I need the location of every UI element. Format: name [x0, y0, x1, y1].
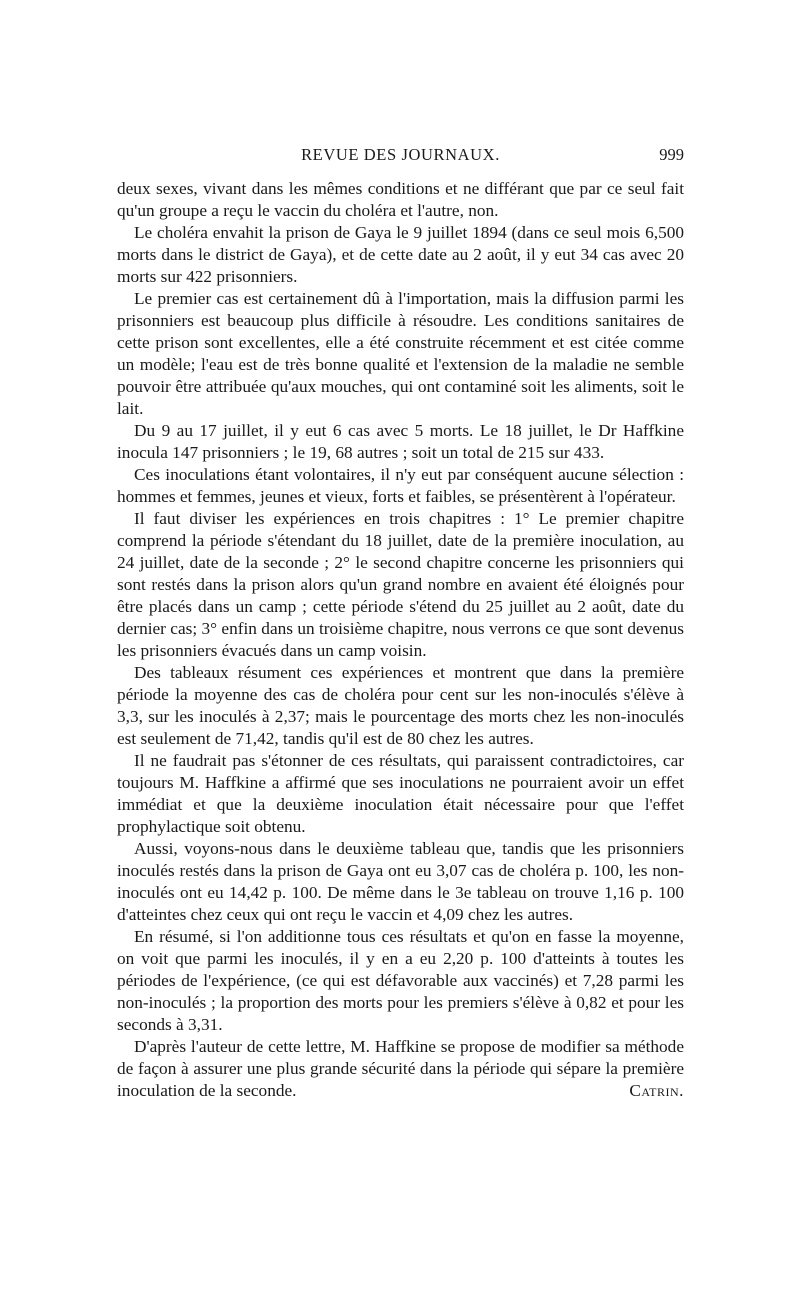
- journal-section-title: REVUE DES JOURNAUX.: [301, 145, 500, 164]
- paragraph-continuation: deux sexes, vivant dans les mêmes conditions et ne différant que par ce seul fait qu'un groupe a reçu le vaccin du choléra et l'autre, non.: [117, 179, 684, 220]
- paragraph-summary: En résumé, si l'on additionne tous ces résultats et qu'on en fasse la moyenne, on voit que parmi les inoculés, il y en a eu 2,20 p. 100 d'atteints à toutes les périodes de l'expérience, (ce qui est défavorable aux vaccinés) et 7,28 parmi les non-inoculés ; la proportion des morts pour les premiers s'élève à 0,82 et pour les seconds à 3,31.: [117, 927, 684, 1034]
- author-signature: Catrin.: [629, 1081, 684, 1100]
- paragraph-conclusion: [117, 1036, 684, 1102]
- paragraph-conclusion-text: D'après l'auteur de cette lettre, M. Haffkine se propose de modifier sa méthode de façon à assurer une plus grande sécurité dans la période qui sépare la première inoculation de la seconde.: [117, 1037, 684, 1100]
- running-header: [117, 144, 684, 166]
- paragraph-cholera-outbreak: Le choléra envahit la prison de Gaya le 9 juillet 1894 (dans ce seul mois 6,500 morts dans le district de Gaya), et de cette date au 2 août, il y eut 34 cas avec 20 morts sur 422 prisonniers.: [117, 223, 684, 286]
- paragraph-second-table: Aussi, voyons-nous dans le deuxième tableau que, tandis que les prisonniers inoculés restés dans la prison de Gaya ont eu 3,07 cas de choléra p. 100, les non-inoculés ont eu 14,42 p. 100. De même dans le 3e tableau on trouve 1,16 p. 100 d'atteintes chez ceux qui ont reçu le vaccin et 4,09 chez les autres.: [117, 839, 684, 924]
- paragraph-inoculation-count: Du 9 au 17 juillet, il y eut 6 cas avec 5 morts. Le 18 juillet, le Dr Haffkine inocula 147 prisonniers ; le 19, 68 autres ; soit un total de 215 sur 433.: [117, 421, 684, 462]
- page-number: 999: [659, 145, 684, 164]
- paragraph-contradictory: Il ne faudrait pas s'étonner de ces résultats, qui paraissent contradictoires, car toujours M. Haffkine a affirmé que ses inoculations ne pourraient avoir un effet immédiat et que la deuxième inoculation était nécessaire pour que l'effet prophylactique soit obtenu.: [117, 751, 684, 836]
- paragraph-tables: Des tableaux résument ces expériences et montrent que dans la première période la moyenne des cas de choléra pour cent sur les non-inoculés s'élève à 3,3, sur les inoculés à 2,37; mais le pourcentage des morts chez les non-inoculés est seulement de 71,42, tandis qu'il est de 80 chez les autres.: [117, 663, 684, 748]
- paragraph-diffusion: Le premier cas est certainement dû à l'importation, mais la diffusion parmi les prisonniers est beaucoup plus difficile à résoudre. Les conditions sanitaires de cette prison sont excellentes, elle a été construite récemment et est citée comme un modèle; l'eau est de très bonne qualité et l'extension de la maladie ne semble pouvoir être attribuée qu'aux mouches, qui ont contaminé soit les aliments, soit le lait.: [117, 289, 684, 418]
- paragraph-chapters: Il faut diviser les expériences en trois chapitres : 1° Le premier chapitre comprend la période s'étendant du 18 juillet, date de la première inoculation, au 24 juillet, date de la seconde ; 2° le second chapitre concerne les prisonniers qui sont restés dans la prison alors qu'un grand nombre en avaient été éloignés pour être placés dans un camp ; cette période s'étend du 25 juillet au 2 août, date du dernier cas; 3° enfin dans un troisième chapitre, nous verrons ce que sont devenus les prisonniers évacués dans un camp voisin.: [117, 509, 684, 660]
- paragraph-voluntary: Ces inoculations étant volontaires, il n'y eut par conséquent aucune sélection : hommes et femmes, jeunes et vieux, forts et faibles, se présentèrent à l'opérateur.: [117, 465, 684, 506]
- document-page: [117, 144, 684, 1102]
